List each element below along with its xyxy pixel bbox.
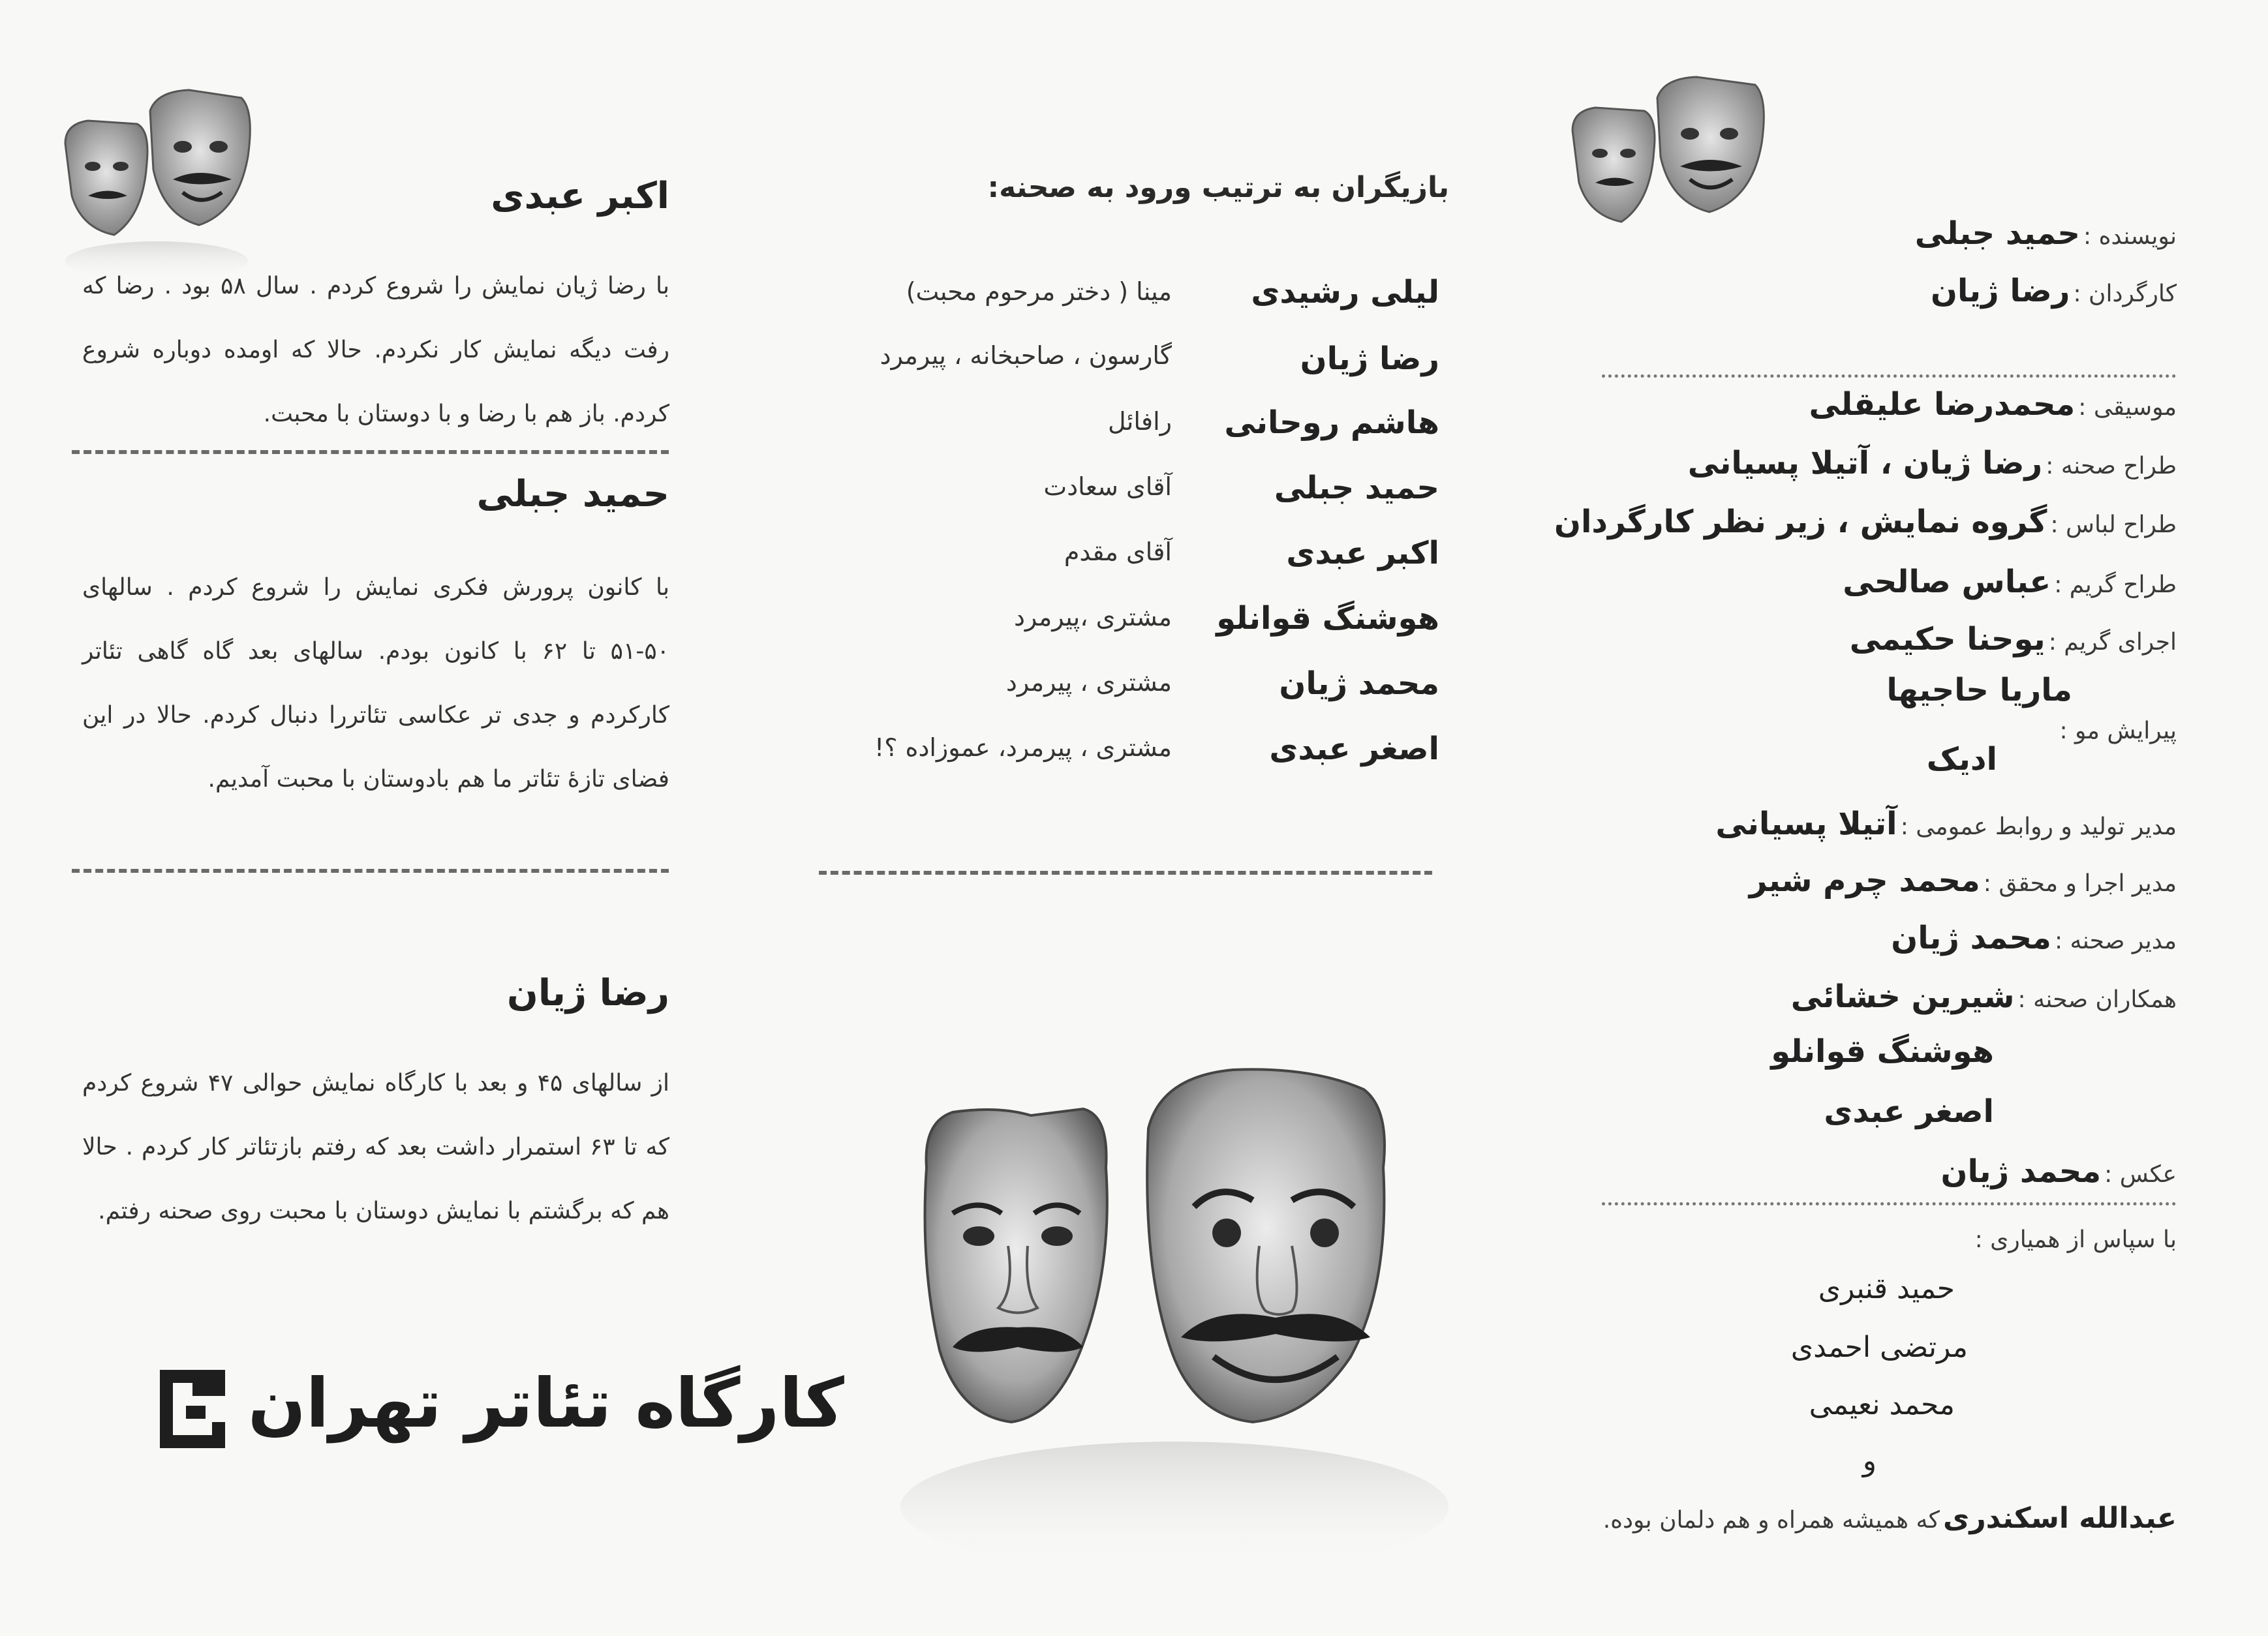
credit-hair (2059, 718, 2177, 744)
thanks-last-note: که همیشه همراه و هم دلمان بوده. (1602, 1507, 1940, 1534)
credit-writer (1915, 215, 2177, 252)
credit-makeup-design (1843, 564, 2177, 600)
credit-value: محمد ژیان (1891, 920, 2051, 956)
credit-costume (1554, 504, 2177, 540)
thanks-name: مرتضی احمدی (1790, 1331, 1968, 1364)
cast-heading: بازیگران به ترتیب ورود به صحنه: (987, 171, 1449, 204)
logo-text: کارگاه تئاتر تهران (248, 1363, 844, 1443)
cast-actor: حمید جبلی (1274, 470, 1439, 506)
bio-name: حمید جبلی (476, 473, 669, 515)
bio-text: از سالهای ۴۵ و بعد با کارگاه نمایش حوالی ۴۷ شروع کردم که تا ۶۳ استمرار داشت بعد که رفتم بازتئاتر کار کردم . حالا هم که برگشتم با نمایش دوستان با محبت روی صحنه رفتم. (82, 1070, 670, 1224)
bio-text: با رضا ژیان نمایش را شروع کردم . سال ۵۸ بود . رضا که رفت دیگه نمایش کار نکردم. حالا که اومده دوباره شروع کردم. باز هم با رضا و با دوستان با محبت. (82, 273, 670, 427)
thanks-heading-text: با سپاس از همیاری : (1974, 1226, 2177, 1253)
divider (1602, 374, 2176, 378)
credit-label: مدیر صحنه : (2054, 928, 2177, 954)
bio-name: رضا ژیان (507, 972, 669, 1014)
credit-label: طراح گریم : (2054, 571, 2177, 598)
credit-makeup-exec (1850, 621, 2177, 658)
theatre-masks-small-right (1559, 72, 1781, 235)
cast-actor: هاشم روحانی (1224, 404, 1439, 441)
credit-photo (1940, 1153, 2177, 1190)
credit-value: محمدرضا علیقلی (1809, 386, 2076, 423)
thanks-last (1603, 1502, 2177, 1535)
credit-value: یوحنا حکیمی (1849, 621, 2046, 658)
credit-label: طراح صحنه : (2046, 453, 2177, 479)
credit-value: عباس صالحی (1843, 564, 2051, 600)
divider (1602, 1202, 2176, 1205)
credit-label: مدیر تولید و روابط عمومی : (1900, 813, 2177, 840)
credit-label: نویسنده : (2083, 223, 2177, 250)
credit-stage-assistants (1791, 978, 2177, 1015)
credit-value: گروه نمایش ، زیر نظر کارگردان (1554, 504, 2047, 540)
logo-emblem-icon (150, 1357, 235, 1461)
credit-label: موسیقی : (2078, 394, 2177, 421)
credit-music (1809, 386, 2177, 423)
credit-exec-manager (1749, 862, 2177, 899)
credit-label: مدیر اجرا و محقق : (1983, 870, 2177, 897)
workshop-logo (150, 1344, 844, 1474)
thanks-and: و (1862, 1444, 1877, 1477)
theatre-masks-small-left (52, 85, 261, 280)
bio-name: اکبر عبدی (491, 175, 669, 217)
cast-role: مشتری ، پیرمرد (1005, 668, 1172, 697)
divider (72, 869, 669, 873)
cast-actor: اصغر عبدی (1269, 731, 1439, 767)
credit-value: شیرین خشائی (1790, 978, 2015, 1015)
credit-label: کارگردان : (2073, 280, 2177, 307)
stage-assistant-name: هوشنگ قوانلو (1771, 1033, 1994, 1070)
bio-text: با کانون پرورش فکری نمایش را شروع کردم . سالهای ۵۰-۵۱ تا ۶۲ با کانون بودم. سالهای بعد گاه گاهی تئاتر کارکردم و جدی تر عکاسی تئاتررا دنبال کردم. حالا در این فضای تازهٔ تئاتر ما هم بادوستان با محبت آمدیم. (82, 574, 669, 793)
credit-label: اجرای گریم : (2048, 629, 2177, 656)
stage-assistant-name: اصغر عبدی (1824, 1093, 1994, 1130)
credit-value: آتیلا پسیانی (1715, 806, 1897, 842)
cast-role: رافائل (1107, 407, 1172, 436)
credit-production (1715, 806, 2177, 842)
credit-makeup-exec-2: ماریا حاجیها (1886, 672, 2072, 708)
cast-role: گارسون ، صاحبخانه ، پیرمرد (880, 341, 1172, 370)
cast-actor: هوشنگ قوانلو (1216, 600, 1439, 637)
divider (72, 450, 669, 454)
cast-role: آقای سعادت (1043, 472, 1172, 501)
thanks-name: محمد نعیمی (1809, 1388, 1955, 1421)
cast-actor: رضا ژیان (1300, 341, 1439, 377)
credit-hair-value: ادیک (1926, 741, 1997, 778)
divider (819, 871, 1432, 875)
cast-role: آقای مقدم (1064, 538, 1172, 566)
cast-role: مشتری ، پیرمرد، عموزاده ؟! (874, 733, 1172, 762)
credit-label: همکاران صحنه : (2017, 986, 2177, 1013)
thanks-heading (1975, 1226, 2177, 1253)
thanks-last-name: عبدالله اسکندری (1943, 1502, 2177, 1535)
thanks-name: حمید قنبری (1818, 1272, 1955, 1305)
credit-set-design (1688, 445, 2177, 481)
credit-value: محمد ژیان (1940, 1153, 2102, 1190)
cast-actor: محمد ژیان (1279, 665, 1439, 702)
credit-value: رضا ژیان ، آتیلا پسیانی (1687, 445, 2043, 481)
credit-value: رضا ژیان (1930, 273, 2070, 309)
credit-label: پیرایش مو : (2059, 718, 2177, 744)
theatre-masks-large (868, 1050, 1494, 1585)
cast-actor: لیلی رشیدی (1251, 274, 1439, 311)
cast-actor: اکبر عبدی (1286, 535, 1439, 571)
credit-director (1931, 273, 2177, 309)
credit-label: عکس : (2104, 1161, 2177, 1188)
cast-role: مشتری ،پیرمرد (1013, 603, 1172, 631)
credit-label: طراح لباس : (2050, 511, 2177, 538)
credit-value: محمد چرم شیر (1749, 862, 1980, 899)
cast-role: مینا ( دختر مرحوم محبت) (906, 277, 1172, 306)
credit-value: حمید جبلی (1914, 215, 2080, 252)
credit-stage-manager (1891, 920, 2177, 956)
